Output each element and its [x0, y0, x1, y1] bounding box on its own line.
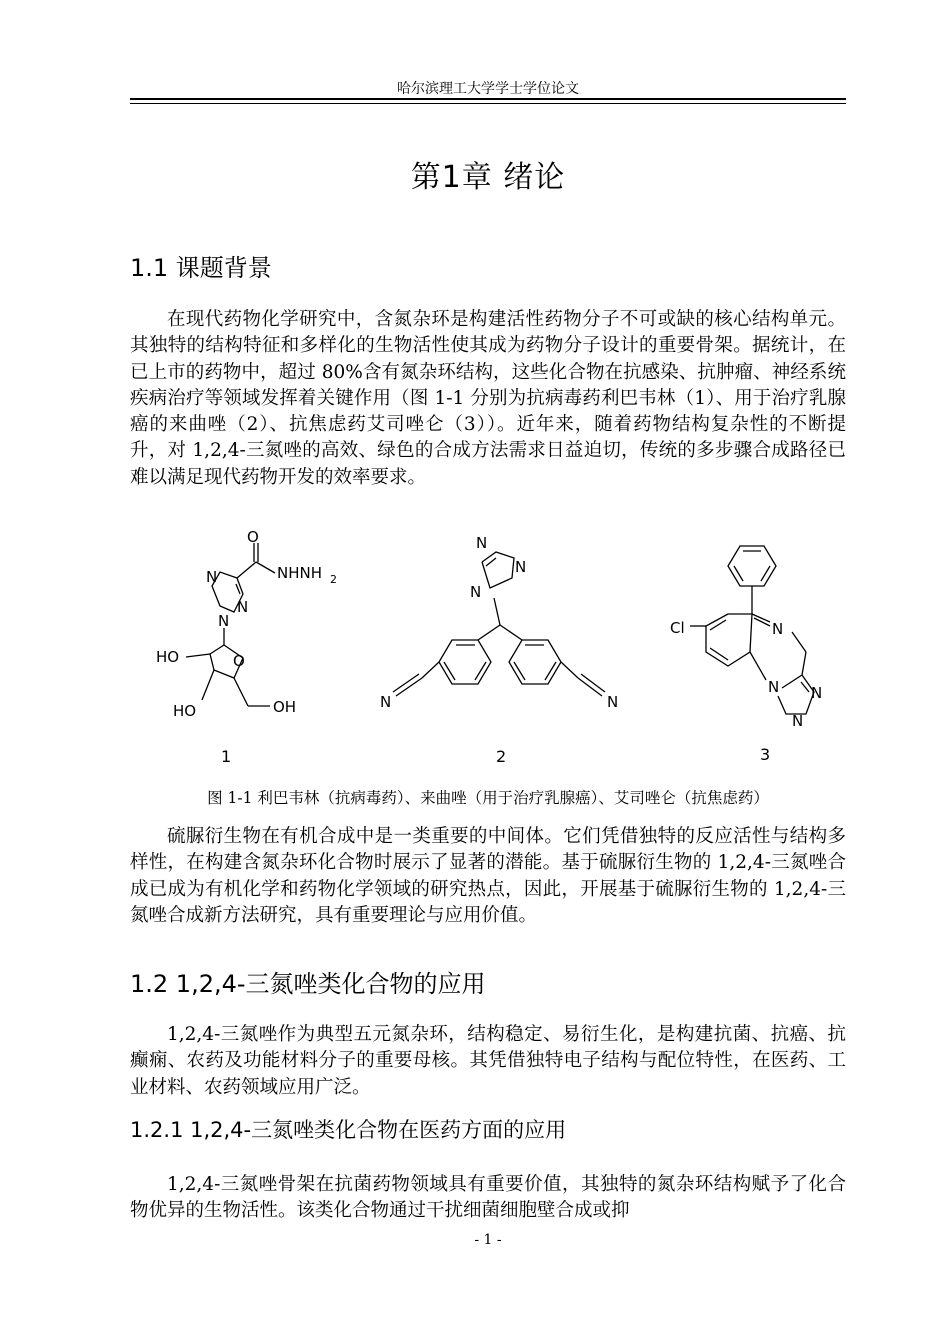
- atom-label: O: [247, 530, 259, 546]
- paragraph-background-2: 硫脲衍生物在有机合成中是一类重要的中间体。它们凭借独特的反应活性与结构多样性，在构建含氮杂环化合物时展示了显著的潜能。基于硫脲衍生物的 1,2,4-三氮唑合成已成为有机化学和药物化学领域的研究热点，因此，开展基于硫脲衍生物的 1,2,4-三氮唑合成新方法研究，具有重要理论与应用价值。: [130, 826, 846, 926]
- section-heading-1-2: 1.2 1,2,4-三氮唑类化合物的应用: [130, 970, 486, 998]
- compound-3-estazolam: [670, 546, 822, 764]
- compound-number: 2: [496, 747, 507, 766]
- atom-label: Cl: [670, 619, 685, 637]
- atom-label: N: [792, 712, 804, 730]
- atom-label: 2: [330, 573, 337, 586]
- atom-label: N: [470, 583, 482, 601]
- atom-label: N: [515, 558, 527, 576]
- header-rule-thick: [130, 98, 846, 100]
- section-heading-1-2-1: 1.2.1 1,2,4-三氮唑类化合物在医药方面的应用: [130, 1118, 567, 1142]
- paragraph-background-1: 在现代药物化学研究中，含氮杂环是构建活性药物分子不可或缺的核心结构单元。其独特的结构特征和多样化的生物活性使其成为药物分子设计的重要骨架。据统计，在已上市的药物中，超过 80%含有氮杂环结构，这些化合物在抗感染、抗肿瘤、神经系统疾病治疗等领域发挥着关键作用（图 1-1 分别为抗病毒药利巴韦林（1）、用于治疗乳腺癌的来曲唑（2）、抗焦虑药艾司唑仑（3））。近年来，随着药物结构复杂性的不断提升，对 1,2,4-三氮唑的高效、绿色的合成方法需求日益迫切，传统的多步骤合成路径已难以满足现代药物开发的效率要求。: [130, 309, 846, 488]
- atom-label: O: [233, 652, 245, 670]
- page-number: - 1 -: [474, 1232, 502, 1248]
- atom-label: N: [607, 693, 619, 711]
- atom-label: N: [380, 693, 392, 711]
- atom-label: OH: [273, 698, 297, 716]
- compound-2-letrozole: [380, 534, 618, 766]
- compound-number: 3: [760, 745, 771, 764]
- atom-label: N: [768, 678, 780, 696]
- figure-1-1: [130, 530, 846, 780]
- atom-label: HO: [156, 648, 180, 666]
- section-heading-1-1: 1.1 课题背景: [130, 254, 272, 282]
- atom-label: N: [772, 620, 784, 638]
- chemical-structures-drawing: [130, 530, 846, 780]
- compound-number: 1: [221, 747, 232, 766]
- atom-label: N: [237, 598, 249, 616]
- paragraph-medical-applications: 1,2,4-三氮唑骨架在抗菌药物领域具有重要价值，其独特的氮杂环结构赋予了化合物优异的生物活性。该类化合物通过干扰细菌细胞壁合成或抑: [130, 1174, 846, 1222]
- paragraph-applications: 1,2,4-三氮唑作为典型五元氮杂环，结构稳定、易衍生化，是构建抗菌、抗癌、抗癫痫、农药及功能材料分子的重要母核。其凭借独特电子结构与配位特性，在医药、工业材料、农药领域应用广泛。: [130, 1024, 846, 1098]
- atom-label: HO: [173, 702, 197, 720]
- atom-label: N: [206, 568, 218, 586]
- chapter-title: 第1章 绪论: [410, 160, 566, 195]
- atom-label: NHNH: [277, 564, 322, 582]
- atom-label: N: [218, 612, 230, 630]
- running-header: 哈尔滨理工大学学士学位论文: [397, 81, 579, 97]
- header-rule-thin: [130, 103, 846, 104]
- figure-caption: 图 1-1 利巴韦林（抗病毒药）、来曲唑（用于治疗乳腺癌）、艾司唑仑（抗焦虑药）: [207, 789, 769, 807]
- atom-label: N: [476, 534, 488, 552]
- compound-1-ribavirin: [156, 530, 337, 766]
- atom-label: N: [811, 684, 823, 702]
